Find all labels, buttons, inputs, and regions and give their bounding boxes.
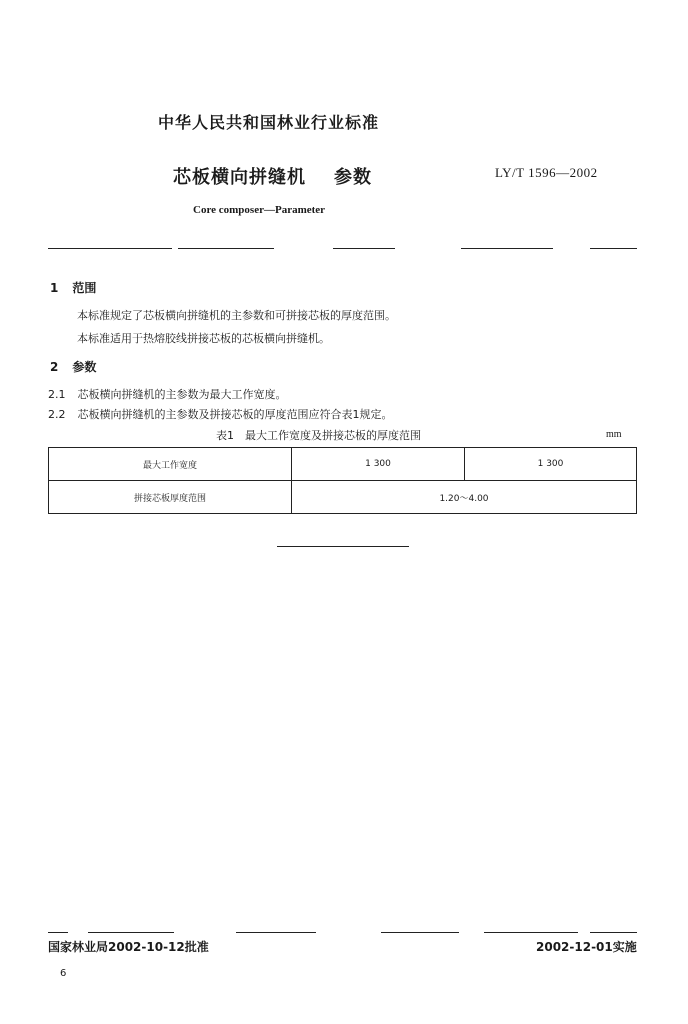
scope-paragraph: 本标准适用于热熔胶线拼接芯板的芯板横向拼缝机。 [77,332,330,345]
table-row [49,481,637,514]
header-rule [48,248,172,249]
standard-title [173,163,372,189]
header-rule [590,248,637,249]
parameter-table [48,447,637,514]
footer-rule [88,932,174,933]
footer-rule [381,932,459,933]
issuing-org-title: 中华人民共和国林业行业标准 [158,113,380,132]
table-row [49,448,637,481]
section-title: 参数 [72,360,97,374]
table-cell: 1 300 [465,448,637,481]
clause-text: 芯板横向拼缝机的主参数为最大工作宽度。 [77,388,287,401]
table-cell: 1.20～4.00 [292,481,637,514]
row-label: 拼接芯板厚度范围 [49,481,292,514]
end-rule [277,546,409,547]
approval-date: 国家林业局2002-10-12批准 [48,940,209,954]
clause-2-2 [48,406,393,422]
row-label: 最大工作宽度 [49,448,292,481]
standard-title-suffix: 参数 [334,167,372,188]
table-caption: 表1 最大工作宽度及拼接芯板的厚度范围 [216,429,421,442]
header-rule [461,248,553,249]
footer-rule [48,932,68,933]
clause-2-1 [48,386,287,402]
english-title: Core composer—Parameter [193,204,326,216]
clause-text: 芯板横向拼缝机的主参数及拼接芯板的厚度范围应符合表1规定。 [77,408,393,421]
section-title: 范围 [72,281,97,295]
footer-rule [590,932,637,933]
footer-rule [236,932,316,933]
header-rule [178,248,274,249]
section-heading-parameters [50,358,96,375]
clause-number: 2.2 [48,408,66,421]
header-rule [333,248,395,249]
table-unit: mm [606,429,622,440]
section-number: 1 [50,281,59,295]
scope-paragraph: 本标准规定了芯板横向拼缝机的主参数和可拼接芯板的厚度范围。 [77,309,396,322]
standard-code: LY/T 1596—2002 [495,165,598,180]
page-number: 6 [60,968,67,979]
table-cell: 1 300 [292,448,465,481]
clause-number: 2.1 [48,388,66,401]
section-number: 2 [50,360,59,374]
footer-rule [484,932,578,933]
implementation-date: 2002-12-01实施 [536,940,637,954]
section-heading-scope [50,279,96,296]
standard-title-main: 芯板横向拼缝机 [173,167,306,188]
